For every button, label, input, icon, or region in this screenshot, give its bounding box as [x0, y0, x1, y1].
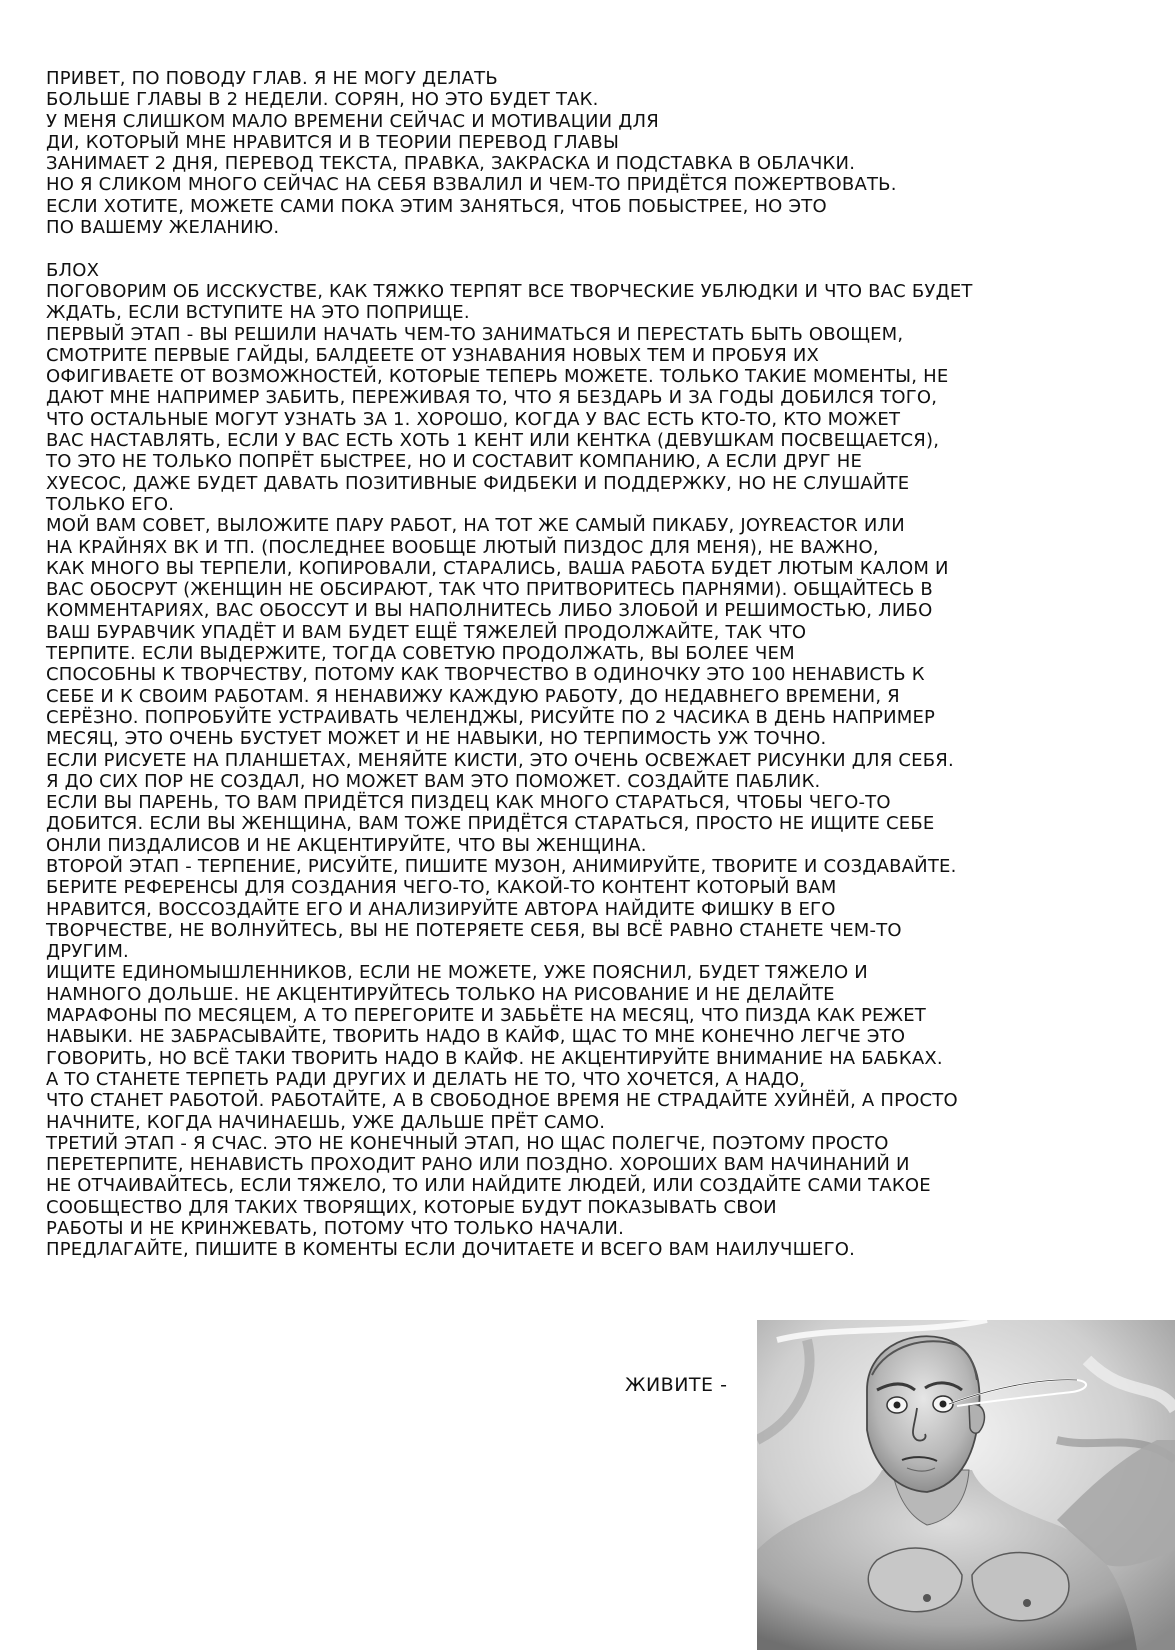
blog-line: ВТОРОЙ ЭТАП - ТЕРПЕНИЕ, РИСУЙТЕ, ПИШИТЕ МУЗОН, АНИМИРУЙТЕ, ТВОРИТЕ И СОЗДАВАЙТЕ.	[46, 855, 957, 877]
notice-line: ЕСЛИ ХОТИТЕ, МОЖЕТЕ САМИ ПОКА ЭТИМ ЗАНЯТЬСЯ, ЧТОБ ПОБЫСТРЕЕ, НО ЭТО	[46, 195, 827, 217]
blog-line: ПОГОВОРИМ ОБ ИССКУСТВЕ, КАК ТЯЖКО ТЕРПЯТ ВСЕ ТВОРЧЕСКИЕ УБЛЮДКИ И ЧТО ВАС БУДЕТ	[46, 280, 973, 302]
blog-line: ГОВОРИТЬ, НО ВСЁ ТАКИ ТВОРИТЬ НАДО В КАЙФ. НЕ АКЦЕНТИРУЙТЕ ВНИМАНИЕ НА БАБКАХ.	[46, 1047, 943, 1069]
blog-line: ТОЛЬКО ЕГО.	[46, 493, 175, 515]
signature: ЖИВИТЕ -	[625, 1374, 728, 1396]
blog-line: МАРАФОНЫ ПО МЕСЯЦЕМ, А ТО ПЕРЕГОРИТЕ И ЗАБЬЁТЕ НА МЕСЯЦ, ЧТО ПИЗДА КАК РЕЖЕТ	[46, 1005, 926, 1027]
blog-line: СПОСОБНЫ К ТВОРЧЕСТВУ, ПОТОМУ КАК ТВОРЧЕСТВО В ОДИНОЧКУ ЭТО 100 НЕНАВИСТЬ К	[46, 664, 925, 686]
blog-line: ВАС НАСТАВЛЯТЬ, ЕСЛИ У ВАС ЕСТЬ ХОТЬ 1 КЕНТ ИЛИ КЕНТКА (ДЕВУШКАМ ПОСВЕЩАЕТСЯ),	[46, 430, 940, 452]
blog-line: НАВЫКИ. НЕ ЗАБРАСЫВАЙТЕ, ТВОРИТЬ НАДО В КАЙФ, ЩАС ТО МНЕ КОНЕЧНО ЛЕГЧЕ ЭТО	[46, 1026, 906, 1048]
blog-line: ОФИГИВАЕТЕ ОТ ВОЗМОЖНОСТЕЙ, КОТОРЫЕ ТЕПЕРЬ МОЖЕТЕ. ТОЛЬКО ТАКИЕ МОМЕНТЫ, НЕ	[46, 366, 949, 388]
blog-line: ДАЮТ МНЕ НАПРИМЕР ЗАБИТЬ, ПЕРЕЖИВАЯ ТО, ЧТО Я БЕЗДАРЬ И ЗА ГОДЫ ДОБИЛСЯ ТОГО,	[46, 387, 938, 409]
notice-line: ПО ВАШЕМУ ЖЕЛАНИЮ.	[46, 217, 280, 239]
blog-line: НРАВИТСЯ, ВОССОЗДАЙТЕ ЕГО И АНАЛИЗИРУЙТЕ АВТОРА НАЙДИТЕ ФИШКУ В ЕГО	[46, 898, 836, 920]
blog-line: ХУЕСОС, ДАЖЕ БУДЕТ ДАВАТЬ ПОЗИТИВНЫЕ ФИДБЕКИ И ПОДДЕРЖКУ, НО НЕ СЛУШАЙТЕ	[46, 472, 910, 494]
muscular-man-portrait-icon	[757, 1320, 1175, 1650]
blog-line: РАБОТЫ И НЕ КРИНЖЕВАТЬ, ПОТОМУ ЧТО ТОЛЬКО НАЧАЛИ.	[46, 1218, 624, 1240]
paragraph-gap	[46, 238, 1156, 259]
blog-line: ТРЕТИЙ ЭТАП - Я СЧАС. ЭТО НЕ КОНЕЧНЫЙ ЭТАП, НО ЩАС ПОЛЕГЧЕ, ПОЭТОМУ ПРОСТО	[46, 1132, 889, 1154]
blog-line: СООБЩЕСТВО ДЛЯ ТАКИХ ТВОРЯЩИХ, КОТОРЫЕ БУДУТ ПОКАЗЫВАТЬ СВОИ	[46, 1196, 777, 1218]
blog-line: ЧТО СТАНЕТ РАБОТОЙ. РАБОТАЙТЕ, А В СВОБОДНОЕ ВРЕМЯ НЕ СТРАДАЙТЕ ХУЙНЁЙ, А ПРОСТО	[46, 1090, 958, 1112]
body-text	[46, 68, 1156, 1282]
blog-line: КАК МНОГО ВЫ ТЕРПЕЛИ, КОПИРОВАЛИ, СТАРАЛИСЬ, ВАША РАБОТА БУДЕТ ЛЮТЫМ КАЛОМ И	[46, 557, 949, 579]
blog-line: НЕ ОТЧАИВАЙТЕСЬ, ЕСЛИ ТЯЖЕЛО, ТО ИЛИ НАЙДИТЕ ЛЮДЕЙ, ИЛИ СОЗДАЙТЕ САМИ ТАКОЕ	[46, 1175, 931, 1197]
blog-line: МЕСЯЦ, ЭТО ОЧЕНЬ БУСТУЕТ МОЖЕТ И НЕ НАВЫКИ, НО ТЕРПИМОСТЬ УЖ ТОЧНО.	[46, 728, 827, 750]
blog-line: ТВОРЧЕСТВЕ, НЕ ВОЛНУЙТЕСЬ, ВЫ НЕ ПОТЕРЯЕТЕ СЕБЯ, ВЫ ВСЁ РАВНО СТАНЕТЕ ЧЕМ-ТО	[46, 919, 902, 941]
blog-line: СЕРЁЗНО. ПОПРОБУЙТЕ УСТРАИВАТЬ ЧЕЛЕНДЖЫ, РИСУЙТЕ ПО 2 ЧАСИКА В ДЕНЬ НАПРИМЕР	[46, 706, 936, 728]
notice-line: ЗАНИМАЕТ 2 ДНЯ, ПЕРЕВОД ТЕКСТА, ПРАВКА, ЗАКРАСКА И ПОДСТАВКА В ОБЛАЧКИ.	[46, 153, 856, 175]
notice-line: ДИ, КОТОРЫЙ МНЕ НРАВИТСЯ И В ТЕОРИИ ПЕРЕВОД ГЛАВЫ	[46, 131, 620, 153]
blog-line: СЕБЕ И К СВОИМ РАБОТАМ. Я НЕНАВИЖУ КАЖДУЮ РАБОТУ, ДО НЕДАВНЕГО ВРЕМЕНИ, Я	[46, 685, 900, 707]
blog-line: ВАС ОБОСРУТ (ЖЕНЩИН НЕ ОБСИРАЮТ, ТАК ЧТО ПРИТВОРИТЕСЬ ПАРНЯМИ). ОБЩАЙТЕСЬ В	[46, 579, 933, 601]
blog-line: НАМНОГО ДОЛЬШЕ. НЕ АКЦЕНТИРУЙТЕСЬ ТОЛЬКО НА РИСОВАНИЕ И НЕ ДЕЛАЙТЕ	[46, 983, 835, 1005]
blog-line: НАЧНИТЕ, КОГДА НАЧИНАЕШЬ, УЖЕ ДАЛЬШЕ ПРЁТ САМО.	[46, 1111, 606, 1133]
blog-line: Я ДО СИХ ПОР НЕ СОЗДАЛ, НО МОЖЕТ ВАМ ЭТО ПОМОЖЕТ. СОЗДАЙТЕ ПАБЛИК.	[46, 770, 821, 792]
notice-line: БОЛЬШЕ ГЛАВЫ В 2 НЕДЕЛИ. СОРЯН, НО ЭТО БУДЕТ ТАК.	[46, 89, 599, 111]
blog-line: ПЕРЕТЕРПИТЕ, НЕНАВИСТЬ ПРОХОДИТ РАНО ИЛИ ПОЗДНО. ХОРОШИХ ВАМ НАЧИНАНИЙ И	[46, 1154, 910, 1176]
blog-line: ДОБИТСЯ. ЕСЛИ ВЫ ЖЕНЩИНА, ВАМ ТОЖЕ ПРИДЁТСЯ СТАРАТЬСЯ, ПРОСТО НЕ ИЩИТЕ СЕБЕ	[46, 813, 935, 835]
blog-line: ДРУГИМ.	[46, 941, 129, 963]
blog-line: МОЙ ВАМ СОВЕТ, ВЫЛОЖИТЕ ПАРУ РАБОТ, НА ТОТ ЖЕ САМЫЙ ПИКАБУ, JOYREACTOR ИЛИ	[46, 515, 905, 537]
notice-line: НО Я СЛИКОМ МНОГО СЕЙЧАС НА СЕБЯ ВЗВАЛИЛ И ЧЕМ-ТО ПРИДЁТСЯ ПОЖЕРТВОВАТЬ.	[46, 174, 897, 196]
blog-line: ОНЛИ ПИЗДАЛИСОВ И НЕ АКЦЕНТИРУЙТЕ, ЧТО ВЫ ЖЕНЩИНА.	[46, 834, 647, 856]
blog-line: ЕСЛИ ВЫ ПАРЕНЬ, ТО ВАМ ПРИДЁТСЯ ПИЗДЕЦ КАК МНОГО СТАРАТЬСЯ, ЧТОБЫ ЧЕГО-ТО	[46, 792, 891, 814]
blog-line: КОММЕНТАРИЯХ, ВАС ОБОССУТ И ВЫ НАПОЛНИТЕСЬ ЛИБО ЗЛОБОЙ И РЕШИМОСТЬЮ, ЛИБО	[46, 600, 933, 622]
blog-line: ТО ЭТО НЕ ТОЛЬКО ПОПРЁТ БЫСТРЕЕ, НО И СОСТАВИТ КОМПАНИЮ, А ЕСЛИ ДРУГ НЕ	[46, 451, 863, 473]
blog-line	[46, 1261, 1156, 1282]
blog-line: ВАШ БУРАВЧИК УПАДЁТ И ВАМ БУДЕТ ЕЩЁ ТЯЖЕЛЕЙ ПРОДОЛЖАЙТЕ, ТАК ЧТО	[46, 621, 807, 643]
blog-heading: БЛОХ	[46, 259, 100, 281]
blog-line: ИЩИТЕ ЕДИНОМЫШЛЕННИКОВ, ЕСЛИ НЕ МОЖЕТЕ, УЖЕ ПОЯСНИЛ, БУДЕТ ТЯЖЕЛО И	[46, 962, 868, 984]
blog-line: ЕСЛИ РИСУЕТЕ НА ПЛАНШЕТАХ, МЕНЯЙТЕ КИСТИ, ЭТО ОЧЕНЬ ОСВЕЖАЕТ РИСУНКИ ДЛЯ СЕБЯ.	[46, 749, 954, 771]
blog-line: БЕРИТЕ РЕФЕРЕНСЫ ДЛЯ СОЗДАНИЯ ЧЕГО-ТО, КАКОЙ-ТО КОНТЕНТ КОТОРЫЙ ВАМ	[46, 877, 837, 899]
blog-line: ТЕРПИТЕ. ЕСЛИ ВЫДЕРЖИТЕ, ТОГДА СОВЕТУЮ ПРОДОЛЖАТЬ, ВЫ БОЛЕЕ ЧЕМ	[46, 643, 795, 665]
notice-line: ПРИВЕТ, ПО ПОВОДУ ГЛАВ. Я НЕ МОГУ ДЕЛАТЬ	[46, 68, 498, 89]
blog-line: НА КРАЙНЯХ ВК И ТП. (ПОСЛЕДНЕЕ ВООБЩЕ ЛЮТЫЙ ПИЗДОС ДЛЯ МЕНЯ), НЕ ВАЖНО,	[46, 536, 879, 558]
blog-line: ПЕРВЫЙ ЭТАП - ВЫ РЕШИЛИ НАЧАТЬ ЧЕМ-ТО ЗАНИМАТЬСЯ И ПЕРЕСТАТЬ БЫТЬ ОВОЩЕМ,	[46, 323, 904, 345]
blog-line: ПРЕДЛАГАЙТЕ, ПИШИТЕ В КОМЕНТЫ ЕСЛИ ДОЧИТАЕТЕ И ВСЕГО ВАМ НАИЛУЧШЕГО.	[46, 1239, 856, 1261]
notice-line: У МЕНЯ СЛИШКОМ МАЛО ВРЕМЕНИ СЕЙЧАС И МОТИВАЦИИ ДЛЯ	[46, 110, 659, 132]
blog-line: А ТО СТАНЕТЕ ТЕРПЕТЬ РАДИ ДРУГИХ И ДЕЛАТЬ НЕ ТО, ЧТО ХОЧЕТСЯ, А НАДО,	[46, 1068, 806, 1090]
blog-line: ЧТО ОСТАЛЬНЫЕ МОГУТ УЗНАТЬ ЗА 1. ХОРОШО, КОГДА У ВАС ЕСТЬ КТО-ТО, КТО МОЖЕТ	[46, 408, 901, 430]
blog-line: ЖДАТЬ, ЕСЛИ ВСТУПИТЕ НА ЭТО ПОПРИЩЕ.	[46, 302, 470, 324]
blog-line: СМОТРИТЕ ПЕРВЫЕ ГАЙДЫ, БАЛДЕЕТЕ ОТ УЗНАВАНИЯ НОВЫХ ТЕМ И ПРОБУЯ ИХ	[46, 344, 820, 366]
